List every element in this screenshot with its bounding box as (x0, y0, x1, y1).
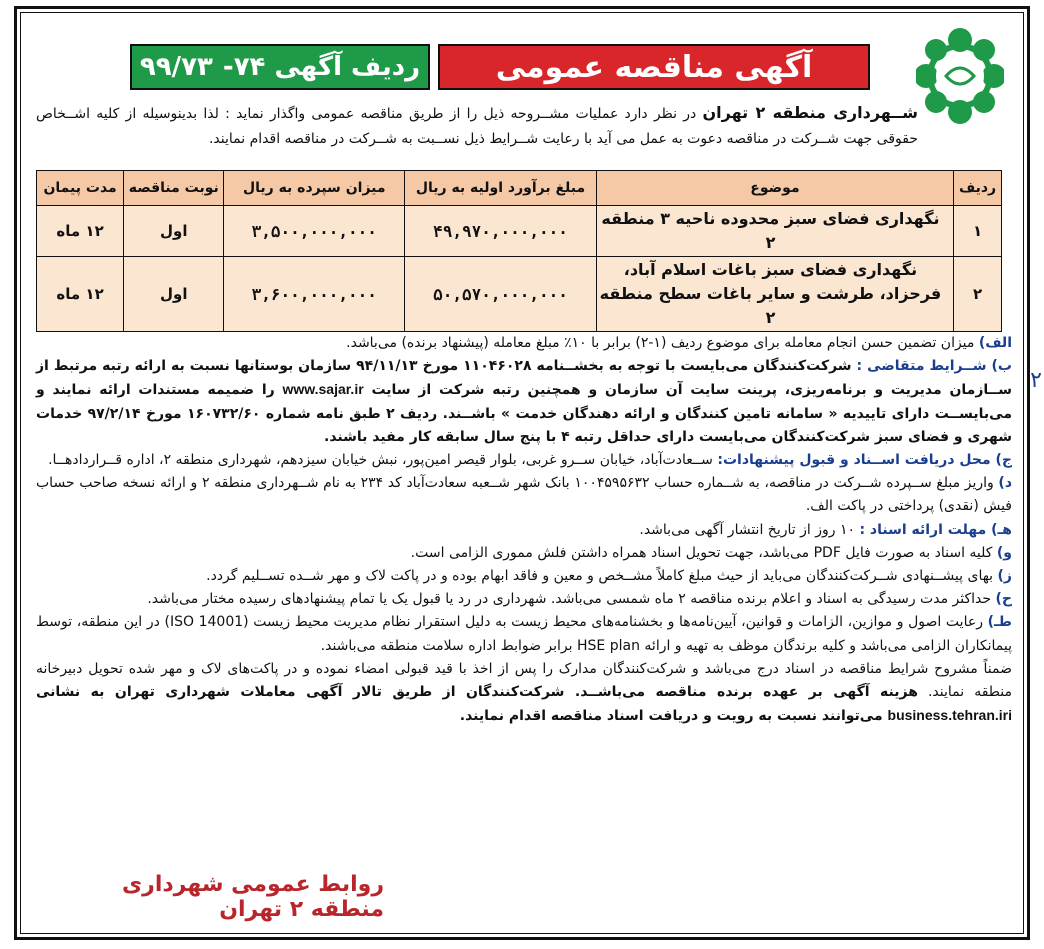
banner-row-number (130, 44, 430, 90)
cell-subject: نگهداری فضای سبز باغات اسلام آباد، فرحزاد، طرشت و سایر باغات سطح منطقه ۲ (596, 257, 953, 332)
cell-round: اول (124, 206, 224, 257)
tender-table (36, 170, 1002, 332)
clause-dal (36, 472, 1012, 518)
clause-label: هـ) مهلت ارائه اسناد : (859, 521, 1012, 538)
clause-text: واریز مبلغ ســپرده شــرکت در مناقصه، به شــماره حساب ۱۰۰۴۵۹۵۶۳۲ بانک شهر شــعبه سعادت‌آباد کد ۲۳۴ به نام شــهرداری منطقه ۲ و ارائه نسخه صاحب حساب فیش (نقدی) پرداختی در پاکت الف. (36, 475, 1012, 515)
header-round: نوبت مناقصه (124, 171, 224, 206)
clause-text: ۱۰ روز از تاریخ انتشار آگهی می‌باشد. (639, 521, 860, 538)
sajar-link[interactable]: www.sajar.ir (282, 381, 364, 398)
cell-subject: نگهداری فضای سبز محدوده ناحیه ۳ منطقه ۲ (596, 206, 953, 257)
cell-row-no: ۱ (954, 206, 1002, 257)
closing-text: ضمناً مشروح شرایط مناقصه در اسناد درج می‌باشد و شرکت‌کنندگان مدارک را پس از اخذ با قید قبولی امضاء نموده و در پاکت‌های لاک و مهر شده تحویل دبیرخانه منطقه نمایند. (36, 660, 1012, 701)
clause-text: شرکت‌کنندگان می‌بایست با توجه به بخشــنامه ۱۱۰۴۶۰۲۸ مورخ ۹۴/۱۱/۱۳ سازمان بوستانها نسبت به ارائه رتبه مرتبط از ســازمان مدیریت و برنامه‌ریزی، پرینت سایت آن سازمان و همچنین رتبه شرکت از سایت (36, 358, 1012, 399)
clause-label: د) (998, 475, 1013, 492)
clause-text: میزان تضمین حسن انجام معامله برای موضوع ردیف (۱-۲) برابر با ۱۰٪ مبلغ معامله (پیشنهاد برنده) می‌باشد. (346, 335, 979, 351)
cell-estimate: ۵۰,۵۷۰,۰۰۰,۰۰۰ (405, 257, 597, 332)
clause-text: کلیه اسناد به صورت فایل PDF می‌باشد، جهت تحویل اسناد همراه داشتن فلش مموری الزامی است. (410, 544, 997, 561)
clause-label: ز) (997, 568, 1012, 585)
table-header-row (37, 171, 1002, 206)
banner-row-label: ردیف آگهی ۷۴- (222, 52, 421, 82)
clause-be (36, 355, 1012, 449)
footer-signature: روابط عمومی شهرداری منطقه ۲ تهران (122, 872, 384, 922)
closing-text-end: می‌توانند نسبت به رویت و دریافت اسناد مناقصه اقدام نمایند. (459, 708, 888, 725)
clause-text: حداکثر مدت رسیدگی به اسناد و اعلام برنده مناقصه ۲ ماه شمسی می‌باشد. شهرداری در رد یا قبول یک یا تمام پیشنهادهای رسیده مختار می‌باشد. (147, 591, 996, 608)
table-row (37, 206, 1002, 257)
clause-he2 (36, 588, 1012, 611)
clause-jim (36, 449, 1012, 472)
header-subject: موضوع (596, 171, 953, 206)
margin-mark: ۲ (1030, 368, 1042, 393)
clause-label: طـ) (987, 614, 1012, 631)
intro-paragraph (36, 100, 918, 152)
clause-text: را ضمیمه مستندات ارائه نمایند و می‌بایســت دارای تاییدیه « سامانه تامین کنندگان و ارائه دهندگان خدمت » باشــند. ردیف ۲ طبق نامه شماره ۱۶۰۷۳۲/۶۰ مورخ ۹۷/۲/۱۴ خدمات شهری و فضای سبز شرکت‌کنندگان می‌بایست دارای حداقل رتبه ۴ با پنج سال سابقه کار مفید باشند. (36, 382, 1012, 445)
header-estimate: مبلغ برآورد اولیه به ریال (405, 171, 597, 206)
clause-label: ح) (995, 591, 1012, 608)
clause-label: و) (996, 544, 1012, 561)
clause-label: ج) محل دریافت اســناد و قبول پیشنهادات: (717, 452, 1012, 469)
clause-label: الف) (978, 335, 1012, 351)
intro-text: در نظر دارد عملیات مشــروحه ذیل را از طریق مناقصه عمومی واگذار نماید : لذا بدینوسیله از کلیه اشــخاص حقوقی جهت شــرکت در مناقصه دعوت به عمل می آید با رعایت شــرایط ذیل نســبت به شــرکت در مناقصه اقدام نمایند. (36, 106, 918, 147)
clause-he (36, 519, 1012, 542)
clause-ze (36, 565, 1012, 588)
cell-round: اول (124, 257, 224, 332)
header-row-no: ردیف (954, 171, 1002, 206)
clauses-section (36, 332, 1012, 728)
banner-row-value: ۹۹/۷۳ (139, 52, 213, 82)
table-row (37, 257, 1002, 332)
cell-estimate: ۴۹,۹۷۰,۰۰۰,۰۰۰ (405, 206, 597, 257)
closing-bold-text: هزینه آگهی بر عهده برنده مناقصه می‌باشــد. شرکت‌کنندگان از طریق تالار آگهی معاملات شهرداری تهران به نشانی (36, 684, 918, 701)
cell-deposit: ۳,۵۰۰,۰۰۰,۰۰۰ (224, 206, 405, 257)
banner-title: آگهی مناقصه عمومی (438, 44, 870, 90)
header-duration: مدت پیمان (37, 171, 124, 206)
cell-deposit: ۳,۶۰۰,۰۰۰,۰۰۰ (224, 257, 405, 332)
clause-text: رعایت اصول و موازین، الزامات و قوانین، آیین‌نامه‌ها و بخشنامه‌های محیط زیست به دلیل استقرار نظام مدیریت محیط زیست (ISO 14001) در این منطقه، توسط پیمانکاران الزامی می‌باشد و کلیه برندگان موظف به تهیه و ارائه HSE plan برابر ضوابط اداره سلامت منطقه می‌باشند. (36, 614, 1012, 654)
tehran-municipality-logo-icon (916, 26, 1004, 126)
cell-row-no: ۲ (954, 257, 1002, 332)
cell-duration: ۱۲ ماه (37, 206, 124, 257)
clause-text: ســعادت‌آباد، خیابان ســرو غربی، بلوار قیصر امین‌پور، نبش خیابان سیزدهم، شهرداری منطقه ۲، اداره قــراردادهــا. (48, 452, 718, 469)
header-deposit: میزان سپرده به ریال (224, 171, 405, 206)
business-tehran-link[interactable]: business.tehran.iri (887, 707, 1012, 724)
clause-label: ب) شــرایط متقاضی : (856, 358, 1012, 375)
cell-duration: ۱۲ ماه (37, 257, 124, 332)
clause-ta (36, 611, 1012, 657)
intro-org: شــهرداری منطقه ۲ تهران (702, 103, 919, 122)
clause-alef (36, 332, 1012, 355)
clause-text: بهای پیشــنهادی شــرکت‌کنندگان می‌باید از حیث مبلغ کاملاً مشــخص و معین و فاقد ابهام بوده و در پاکت لاک و مهر شــده تســلیم گردد. (206, 568, 998, 585)
closing-paragraph (36, 658, 1012, 729)
clause-vav (36, 542, 1012, 565)
